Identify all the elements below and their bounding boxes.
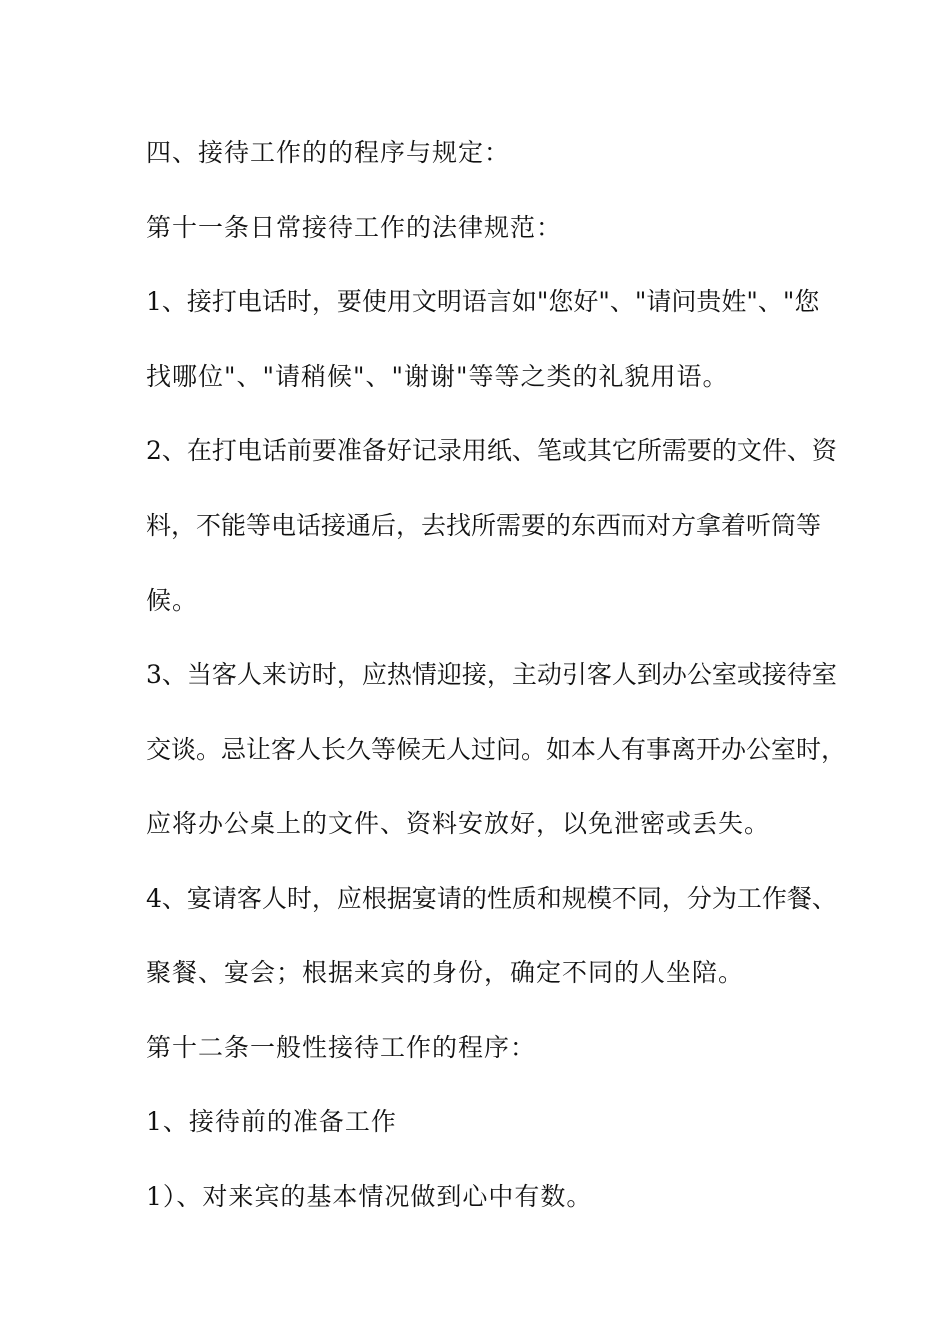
paragraph-line: 2、在打电话前要准备好记录用纸、笔或其它所需要的文件、资: [146, 436, 837, 465]
paragraph-line: 料，不能等电话接通后，去找所需要的东西而对方拿着听筒等: [146, 511, 822, 540]
article-heading: 第十二条一般性接待工作的程序：: [146, 1033, 537, 1062]
subheading: 1、接待前的准备工作: [146, 1107, 397, 1136]
paragraph-line: 找哪位"、"请稍候"、"谢谢"等等之类的礼貌用语。: [146, 362, 729, 391]
paragraph-line: 1）、对来宾的基本情况做到心中有数。: [146, 1182, 593, 1211]
section-heading: 四、接待工作的的程序与规定：: [146, 138, 511, 167]
paragraph-line: 交谈。忌让客人长久等候无人过问。如本人有事离开办公室时，: [146, 735, 847, 764]
paragraph-line: 聚餐、宴会；根据来宾的身份，确定不同的人坐陪。: [146, 958, 745, 987]
paragraph-line: 4、宴请客人时，应根据宴请的性质和规模不同，分为工作餐、: [146, 884, 837, 913]
paragraph-line: 候。: [146, 586, 199, 615]
paragraph-line: 应将办公桌上的文件、资料安放好，以免泄密或丢失。: [146, 809, 771, 838]
paragraph-line: 3、当客人来访时，应热情迎接，主动引客人到办公室或接待室: [146, 660, 837, 689]
paragraph-line: 1、接打电话时，要使用文明语言如"您好"、"请问贵姓"、"您: [146, 287, 820, 316]
article-heading: 第十一条日常接待工作的法律规范：: [146, 213, 563, 242]
